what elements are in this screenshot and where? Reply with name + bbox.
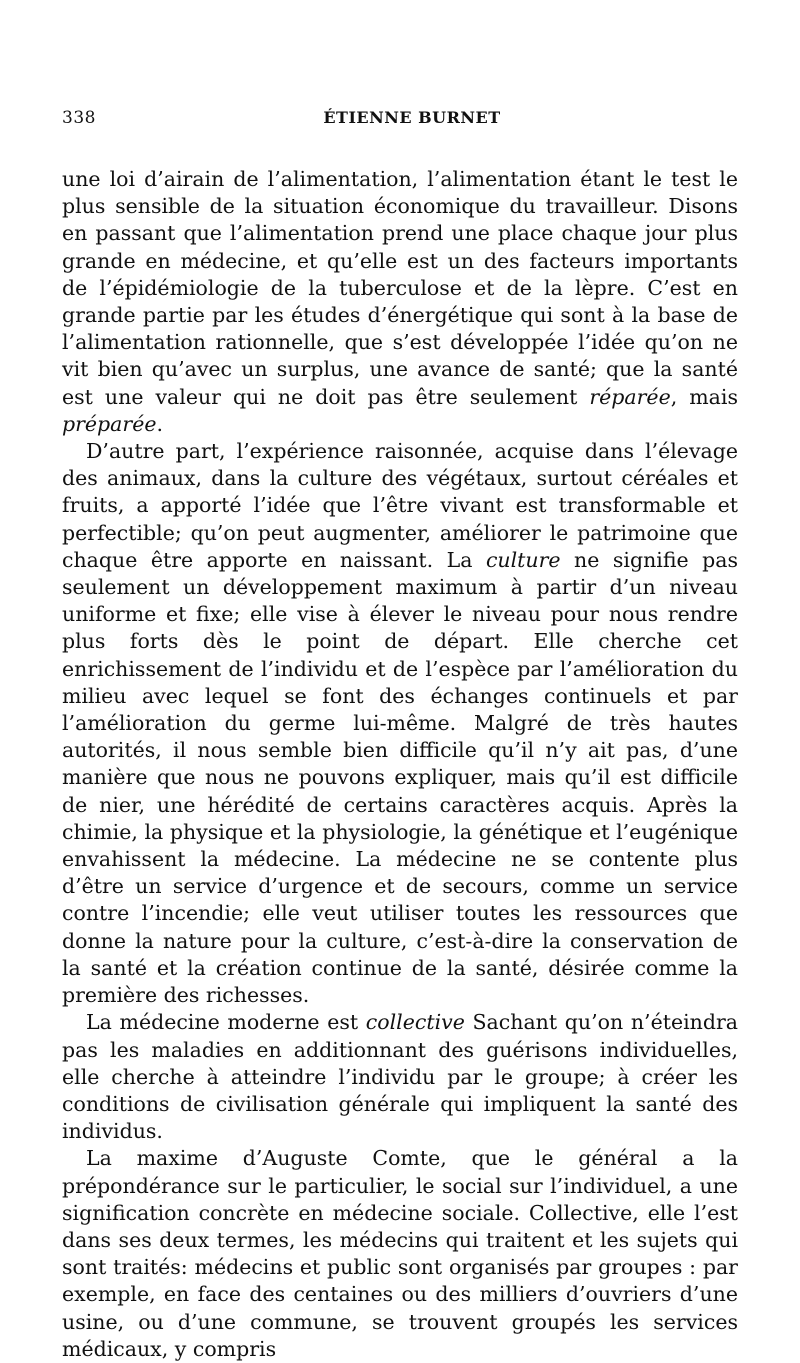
- emphasis-preparee: préparée: [62, 411, 157, 436]
- paragraph-3-text-2: Sachant qu’on n’éteindra pas les maladies en additionnant des guérisons individuelles, elle cherche à atteindre l’individu par le groupe; à créer les conditions de civilisation générale qui impliquent la santé des individus.: [62, 1010, 738, 1144]
- paragraph-1-text-3: .: [156, 411, 163, 436]
- paragraph-1: [62, 166, 738, 438]
- paragraph-4: [62, 1145, 738, 1363]
- paragraph-3-text: La médecine moderne est: [86, 1010, 366, 1035]
- paragraph-2-text-2: ne signifie pas seulement un développement maximum à partir d’un niveau uniforme et fixe; elle vise à élever le niveau pour nous rendre plus forts dès le point de départ. Elle cherche cet enrichissement de l’individu et de l’espèce par l’amélioration du milieu avec lequel se font des échanges continuels et par l’amélioration du germe lui-même. Malgré de très hautes autorités, il nous semble bien difficile qu’il n’y ait pas, d’une manière que nous ne pouvons expliquer, mais qu’il est difficile de nier, une hérédité de certains caractères acquis. Après la chimie, la physique et la physiologie, la génétique et l’eugénique envahissent la médecine. La médecine ne se contente plus d’être un service d’urgence et de secours, comme un service contre l’incendie; elle veut utiliser toutes les ressources que donne la nature pour la culture, c’est-à-dire la conservation de la santé et la création continue de la santé, désirée comme la première des richesses.: [62, 547, 738, 1008]
- emphasis-reparee: réparée: [589, 384, 671, 409]
- paragraph-2-text: D’autre part, l’expérience raisonnée, acquise dans l’élevage des animaux, dans la culture des végétaux, surtout céréales et fruits, a apporté l’idée que l’être vivant est transformable et perfectible; qu’on peut augmenter, améliorer le patrimoine que chaque être apporte en naissant. La: [62, 439, 738, 572]
- paragraph-4-text: La maxime d’Auguste Comte, que le général a la prépondérance sur le particulier, le social sur l’individuel, a une signification concrète en médecine sociale. Collective, elle l’est dans ses deux termes, les médecins qui traitent et les sujets qui sont traités: médecins et public sont organisés par groupes : par exemple, en face des centaines ou des milliers d’ouvriers d’une usine, ou d’une commune, se trouvent groupés les services médicaux, y compris: [62, 1146, 738, 1361]
- body-text: [62, 166, 738, 1363]
- emphasis-culture: culture: [485, 547, 561, 572]
- page-number: 338: [62, 108, 96, 128]
- running-title: ÉTIENNE BURNET: [323, 108, 501, 127]
- paragraph-1-text: une loi d’airain de l’alimentation, l’alimentation étant le test le plus sensible de la situation économique du travailleur. Disons en passant que l’alimentation prend une place chaque jour plus grande en médecine, et qu’elle est un des facteurs importants de l’épidémiologie de la tuberculose et de la lèpre. C’est en grande partie par les études d’énergétique qui sont à la base de l’alimentation rationnelle, que s’est développée l’idée qu’on ne vit bien qu’avec un surplus, une avance de santé; que la santé est une valeur qui ne doit pas être seulement: [62, 167, 738, 409]
- paragraph-2: [62, 438, 738, 1009]
- paragraph-1-text-2: , mais: [670, 384, 738, 409]
- book-page: [62, 108, 738, 1363]
- running-head: [62, 108, 738, 132]
- paragraph-3: [62, 1009, 738, 1145]
- emphasis-collective: collective: [365, 1010, 465, 1035]
